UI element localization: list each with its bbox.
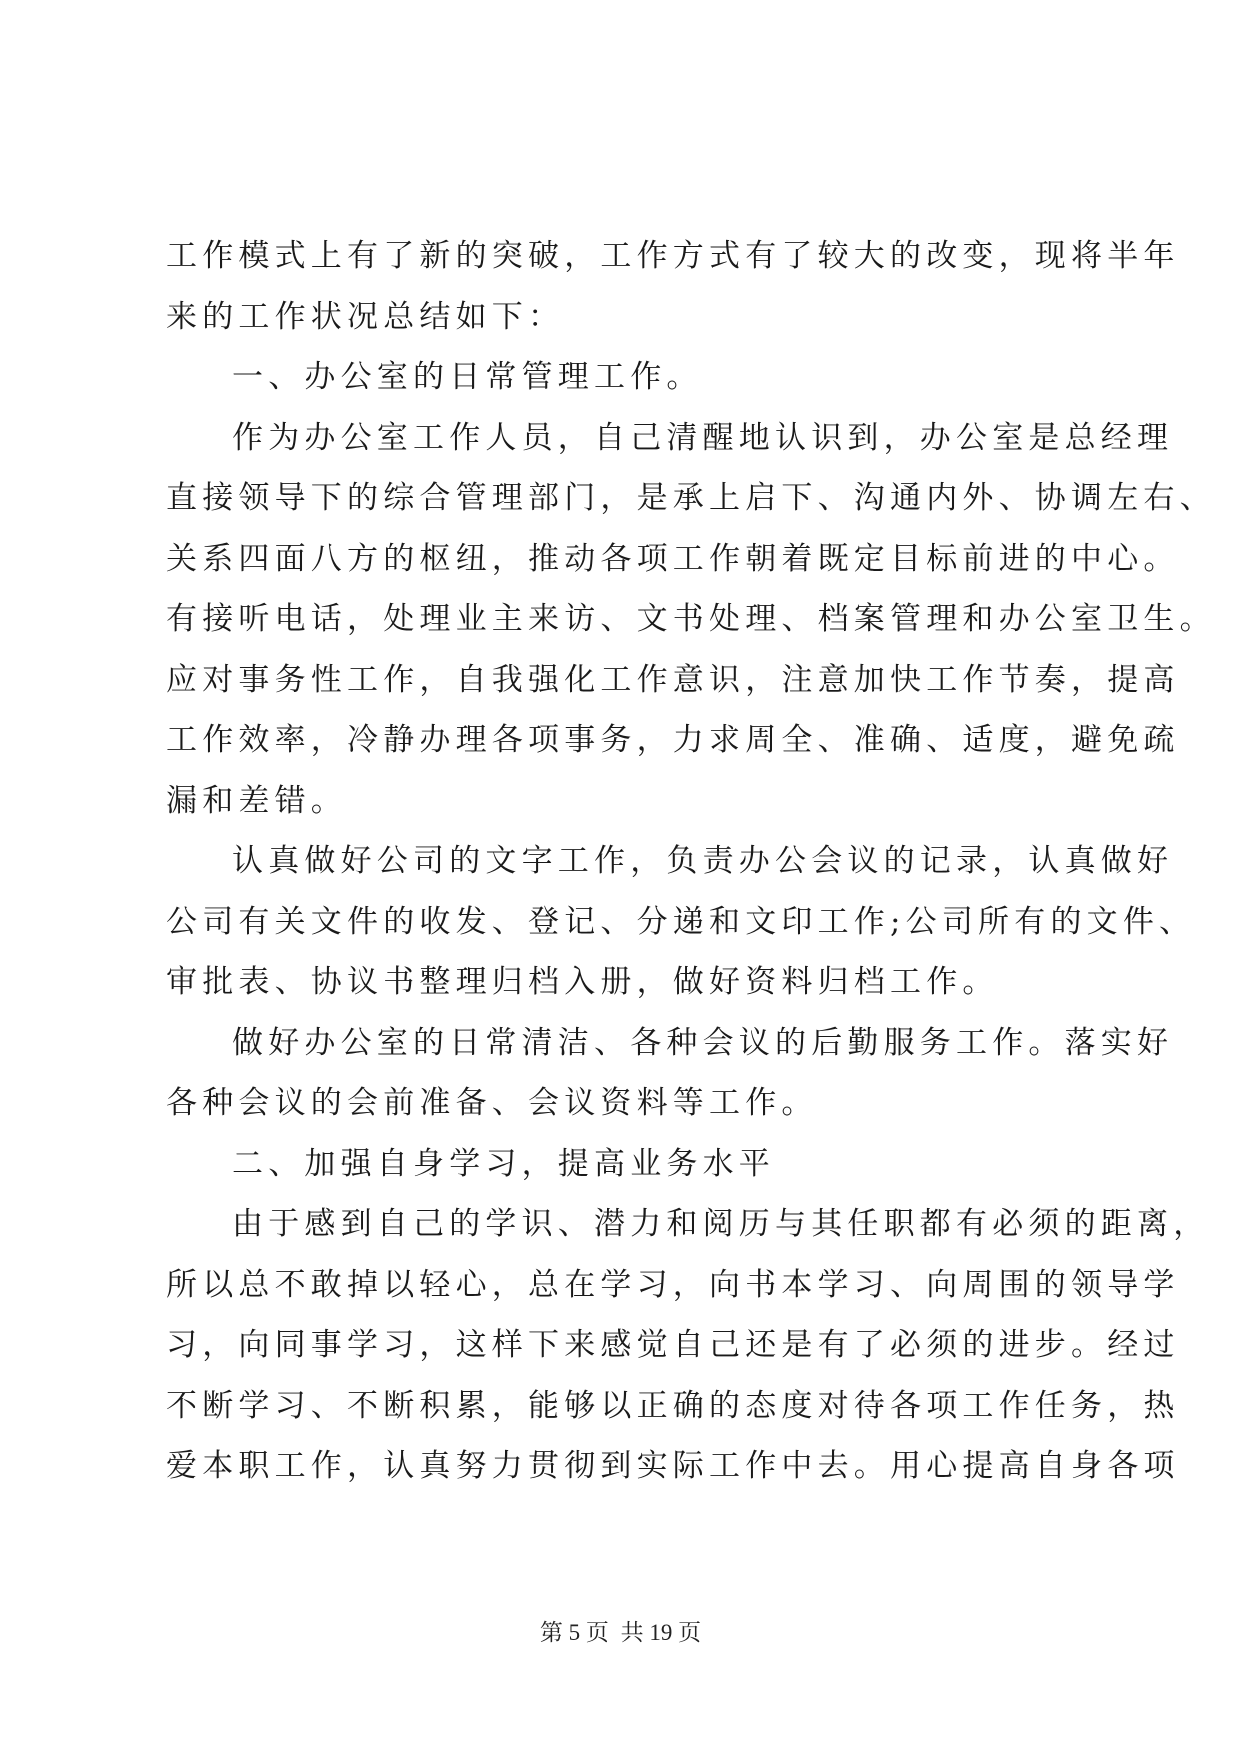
text-line: 由于感到自己的学识、潜力和阅历与其任职都有必须的距离， — [232, 1206, 1210, 1242]
text-line: 不断学习、不断积累，能够以正确的态度对待各项工作任务，热 — [166, 1387, 1180, 1424]
text-line: 习，向同事学习，这样下来感觉自己还是有了必须的进步。经过 — [166, 1327, 1180, 1363]
text-line: 作为办公室工作人员，自己清醒地认识到，办公室是总经理 — [232, 419, 1174, 456]
document-body — [166, 226, 1216, 1497]
text-line: 二、加强自身学习，提高业务水平 — [232, 1145, 775, 1182]
text-line: 关系四面八方的枢纽，推动各项工作朝着既定目标前进的中心。 — [166, 540, 1180, 577]
text-line: 一、办公室的日常管理工作。 — [232, 359, 703, 395]
text-line: 漏和差错。 — [166, 782, 347, 819]
text-line: 工作效率，冷静办理各项事务，力求周全、准确、适度，避免疏 — [166, 722, 1180, 758]
text-line: 做好办公室的日常清洁、各种会议的后勤服务工作。落实好 — [232, 1024, 1174, 1061]
page-total: 共 19 页 — [620, 1620, 702, 1645]
text-line: 所以总不敢掉以轻心，总在学习，向书本学习、向周围的领导学 — [166, 1266, 1180, 1303]
text-line: 来的工作状况总结如下： — [166, 298, 565, 335]
text-line: 工作模式上有了新的突破，工作方式有了较大的改变，现将半年 — [166, 238, 1180, 274]
text-line: 各种会议的会前准备、会议资料等工作。 — [166, 1085, 818, 1121]
page-number: 第 5 页 — [539, 1620, 609, 1645]
text-line: 公司有关文件的收发、登记、分递和文印工作;公司所有的文件、 — [166, 903, 1196, 940]
text-line: 有接听电话，处理业主来访、文书处理、档案管理和办公室卫生。 — [166, 601, 1216, 637]
page-footer — [0, 1614, 1241, 1647]
text-line: 应对事务性工作，自我强化工作意识，注意加快工作节奏，提高 — [166, 661, 1180, 698]
text-line: 爱本职工作，认真努力贯彻到实际工作中去。用心提高自身各项 — [166, 1448, 1180, 1484]
text-line: 认真做好公司的文字工作，负责办公会议的记录，认真做好 — [232, 843, 1174, 879]
text-line: 审批表、协议书整理归档入册，做好资料归档工作。 — [166, 964, 999, 1000]
text-line: 直接领导下的综合管理部门，是承上启下、沟通内外、协调左右、 — [166, 480, 1216, 516]
